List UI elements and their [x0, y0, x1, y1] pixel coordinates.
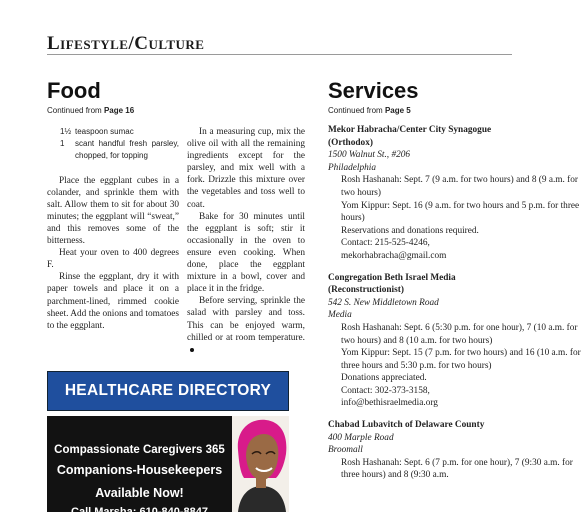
ad-line-phone: Call Marsha: 610-840-8847: [71, 506, 208, 518]
listing-address: 542 S. New Middletown Road: [328, 297, 439, 308]
listing-line: Donations appreciated.: [341, 373, 427, 384]
listing-line: Rosh Hashanah: Sept. 6 (5:30 p.m. for one hour), 7 (10 a.m. for two hours) and 8 (10 a.m. for two hours): [341, 322, 578, 346]
ingredient-item: [60, 138, 179, 162]
ingredient-text: scant handful fresh parsley, chopped, for topping: [75, 139, 179, 161]
continued-page-link[interactable]: Page 5: [384, 106, 411, 115]
listing-line: Yom Kippur: Sept. 16 (9 a.m. for two hours and 5 p.m. for three hours): [341, 200, 580, 224]
recipe-final-text: Before serving, sprinkle the salad with parsley and toss. This can be enjoyed warm, chilled or at room temperature.: [187, 296, 305, 343]
listing-address: 400 Marple Road: [328, 432, 394, 443]
recipe-paragraph: Heat your oven to 400 degrees F.: [47, 248, 179, 271]
food-continued: [47, 106, 134, 115]
listing-name: Mekor Habracha/Center City Synagogue (Orthodox): [328, 125, 492, 148]
recipe-column-a: [47, 126, 179, 332]
listing-name: Chabad Lubavitch of Delaware County: [328, 420, 485, 431]
ingredient-item: [60, 126, 179, 138]
listing-line: Rosh Hashanah: Sept. 6 (7 p.m. for one hour), 7 (9:30 a.m. for three hours) and 8 (9:30 a.m.: [341, 457, 573, 481]
portrait-image: [232, 416, 289, 512]
listing-city: Broomall: [328, 445, 363, 456]
recipe-paragraph: [187, 295, 305, 355]
listing-line: Yom Kippur: Sept. 15 (7 p.m. for two hours) and 16 (10 a.m. for three hours and 5:30 p.m. for two hours): [341, 348, 581, 371]
ingredient-qty: 1: [60, 139, 65, 149]
section-rule: [47, 54, 512, 55]
recipe-column-b: [187, 126, 305, 356]
listing: [328, 419, 573, 482]
listing-city: Philadelphia: [328, 162, 377, 173]
healthcare-directory-banner: HEALTHCARE DIRECTORY: [47, 371, 289, 411]
ad-line-caregivers: Compassionate Caregivers 365: [54, 444, 225, 456]
section-header: Lifestyle/Culture: [47, 33, 205, 54]
services-continued: [328, 106, 411, 115]
continued-prefix: Continued from: [328, 106, 383, 115]
services-list: [328, 124, 581, 491]
listing-name: Congregation Beth Israel Media (Reconstructionist): [328, 272, 456, 296]
ingredient-list: [47, 126, 179, 163]
continued-page-link[interactable]: Page 16: [103, 106, 135, 115]
end-mark-icon: [190, 348, 194, 352]
recipe-paragraph: Bake for 30 minutes until the eggplant is soft; stir it occasionally in the oven to ensure even cooking. When done, place the eggplant mixture in a bowl, cover and place it in the fridge.: [187, 211, 305, 295]
listing-city: Media: [328, 310, 352, 321]
listing: [328, 272, 581, 411]
caregiver-ad[interactable]: [47, 416, 289, 518]
listing-line: Reservations and donations required.: [341, 225, 479, 236]
ingredient-text: teaspoon sumac: [75, 127, 134, 136]
ad-line-companions: Companions-Housekeepers: [56, 463, 223, 477]
listing: [328, 124, 580, 263]
services-title: Services: [328, 78, 419, 103]
listing-line: Contact: 302-373-3158, info@bethisraelmedia.org: [341, 385, 438, 409]
food-title: Food: [47, 78, 101, 103]
listing-address: 1500 Walnut St., #206: [328, 150, 411, 161]
recipe-paragraph: Place the eggplant cubes in a colander, and sprinkle them with salt. Allow them to sit for about 30 minutes; the eggplant will “sweat,” and this removes some of the bitterness.: [47, 175, 179, 247]
continued-prefix: Continued from: [47, 106, 102, 115]
ingredient-qty: 1½: [60, 127, 72, 136]
listing-line: Contact: 215-525-4246, mekorhabracha@gmail.com: [341, 238, 447, 261]
caregiver-photo: [232, 416, 289, 512]
recipe-paragraph: In a measuring cup, mix the olive oil with all the remaining ingredients except for the parsley, and mix well with a fork. Drizzle this mixture over the vegetables and toss well to coat.: [187, 127, 305, 210]
ad-line-available: Available Now!: [95, 486, 184, 500]
recipe-paragraph: Rinse the eggplant, dry it with paper towels and place it on a parchment-lined, rimmed cookie sheet. Add the onions and tomatoes to the eggplant.: [47, 272, 179, 331]
listing-line: Rosh Hashanah: Sept. 7 (9 a.m. for two hours) and 8 (9 a.m. for two hours): [341, 175, 579, 198]
